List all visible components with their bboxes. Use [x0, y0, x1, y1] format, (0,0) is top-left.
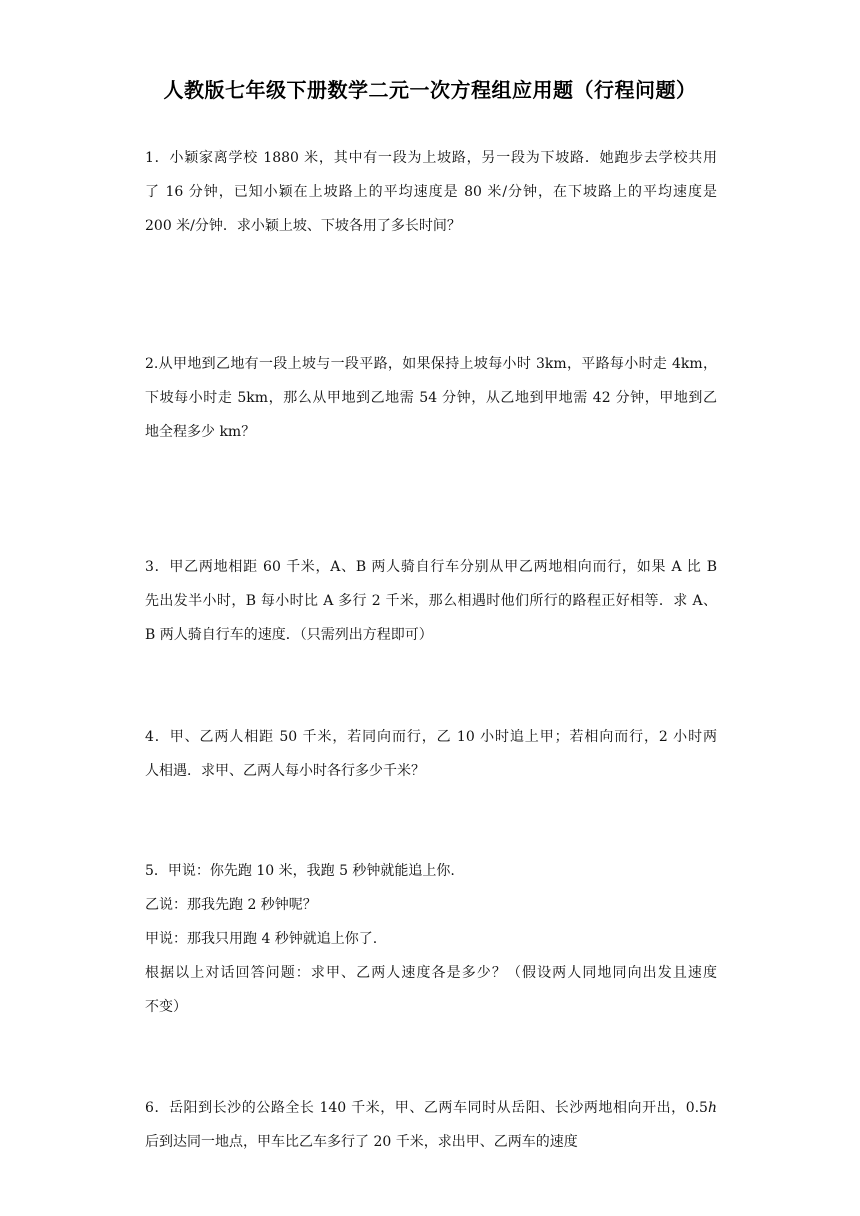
- problem-3-line-3: B 两人骑自行车的速度．（只需列出方程即可）: [145, 627, 433, 643]
- problem-2-line-2: 下坡每小时走 5km，那么从甲地到乙地需 54 分钟，从乙地到甲地需 42 分钟，甲地到乙: [145, 390, 717, 406]
- problem-1-line-1: 1．小颖家离学校 1880 米，其中有一段为上坡路，另一段为下坡路．她跑步去学校共用: [145, 150, 717, 166]
- hour-unit-symbol: h: [707, 1100, 717, 1116]
- problem-5-line-3: 甲说：那我只用跑 4 秒钟就追上你了.: [145, 931, 378, 947]
- problem-5: [145, 854, 717, 1024]
- problem-2-line-1: 2.从甲地到乙地有一段上坡与一段平路，如果保持上坡每小时 3km，平路每小时走 4km，: [145, 356, 717, 372]
- problem-5-line-5: 不变）: [145, 999, 187, 1015]
- page-title: 人教版七年级下册数学二元一次方程组应用题（行程问题）: [163, 78, 697, 102]
- problem-6-line-2: 后到达同一地点，甲车比乙车多行了 20 千米，求出甲、乙两车的速度: [145, 1134, 578, 1150]
- problem-1-line-2: 了 16 分钟，已知小颖在上坡路上的平均速度是 80 米/分钟，在下坡路上的平均速度是: [145, 184, 717, 200]
- problem-6: [145, 1091, 717, 1159]
- problem-1: [145, 141, 717, 243]
- problem-6-line-1: [145, 1091, 717, 1125]
- problem-4: [145, 720, 717, 788]
- problem-5-line-2: 乙说：那我先跑 2 秒钟呢？: [145, 897, 317, 913]
- problem-2: [145, 347, 717, 449]
- problem-4-line-1: 4．甲、乙两人相距 50 千米，若同向而行，乙 10 小时追上甲；若相向而行，2 小时两: [145, 729, 717, 745]
- problem-5-line-1: 5．甲说：你先跑 10 米，我跑 5 秒钟就能追上你.: [145, 863, 455, 879]
- problem-3-line-2: 先出发半小时，B 每小时比 A 多行 2 千米，那么相遇时他们所行的路程正好相等．求 A、: [145, 593, 717, 609]
- problem-3: [145, 550, 717, 652]
- problem-5-line-4: 根据以上对话回答问题：求甲、乙两人速度各是多少？（假设两人同地同向出发且速度: [145, 965, 717, 981]
- problem-3-line-1: 3．甲乙两地相距 60 千米，A、B 两人骑自行车分别从甲乙两地相向而行，如果 A 比 B: [145, 559, 717, 575]
- problem-6-line-1-text: 6．岳阳到长沙的公路全长 140 千米，甲、乙两车同时从岳阳、长沙两地相向开出，0.5: [145, 1100, 708, 1116]
- problem-1-line-3: 200 米/分钟．求小颖上坡、下坡各用了多长时间？: [145, 218, 461, 234]
- problem-4-line-2: 人相遇．求甲、乙两人每小时各行多少千米？: [145, 763, 425, 779]
- problem-2-line-3: 地全程多少 km？: [145, 424, 256, 440]
